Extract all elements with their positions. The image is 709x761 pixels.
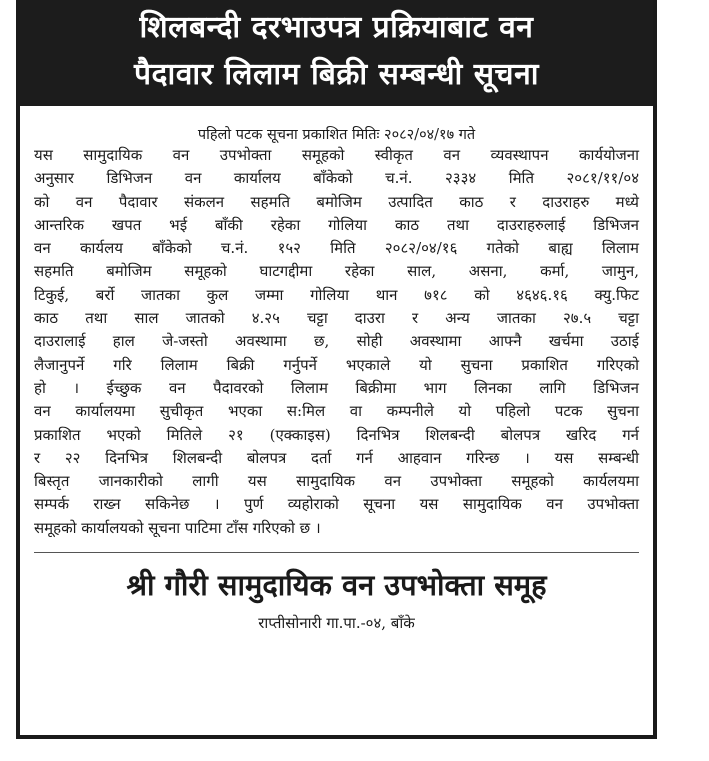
organization-name: श्री गौरी सामुदायिक वन उपभोक्ता समूह bbox=[126, 568, 547, 603]
footer-divider bbox=[34, 552, 639, 553]
body-line: वन कार्यलय बाँकेको च.नं. १५२ मिति २०८२/०४/१६ गतेको बाह्य लिलाम bbox=[34, 239, 639, 258]
body-line: अनुसार डिभिजन वन कार्यालय बाँकेको च.नं. २३३४ मिति २०८१/११/०४ bbox=[34, 169, 639, 188]
publication-date-line: पहिलो पटक सूचना प्रकाशित मितिः २०८२/०४/१७ गते bbox=[197, 127, 476, 143]
notice-title-line-2: पैदावार लिलाम बिक्री सम्बन्धी सूचना bbox=[133, 57, 540, 92]
body-line: सम्पर्क राख्न सकिनेछ । पुर्ण व्यहोराको सूचना यस सामुदायिक वन उपभोक्ता bbox=[34, 495, 639, 514]
body-line: बिस्तृत जानकारीको लागी यस सामुदायिक वन उपभोक्ता समूहको कार्यलयमा bbox=[34, 472, 639, 491]
organization-address: राप्तीसोनारी गा.पा.-०४, बाँके bbox=[258, 614, 415, 633]
body-line: यस सामुदायिक वन उपभोक्ता समूहको स्वीकृत वन व्यवस्थापन कार्ययोजना bbox=[34, 146, 639, 164]
body-line: आन्तरिक खपत भई बाँकी रहेका गोलिया काठ तथा दाउराहरुलाई डिभिजन bbox=[34, 215, 639, 234]
body-line: सहमति बमोजिम समूहको घाटगद्दीमा रहेका साल, असना, कर्मा, जामुन, bbox=[34, 262, 639, 281]
notice-box bbox=[16, 0, 657, 739]
body-line: हो । ईच्छुक वन पैदावरको लिलाम बिक्रीमा भाग लिनका लागि डिभिजन bbox=[34, 378, 639, 397]
body-line: प्रकाशित भएको मितिले २१ (एक्काइस) दिनभित्र शिलबन्दी बोलपत्र खरिद गर्न bbox=[34, 425, 639, 444]
body-line: को वन पैदावार संकलन सहमति बमोजिम उत्पादित काठ र दाउराहरु मध्ये bbox=[34, 192, 639, 211]
body-line: काठ तथा साल जातको ४.२५ चट्टा दाउरा र अन्य जातका २७.५ चट्टा bbox=[34, 309, 639, 328]
body-line: दाउरालाई हाल जे-जस्तो अवस्थामा छ, सोही अवस्थामा आफ्नै खर्चमा उठाई bbox=[34, 332, 639, 351]
notice-header bbox=[20, 0, 653, 106]
notice-body bbox=[20, 144, 653, 540]
body-line: टिकुई, बर्रो जातका कुल जम्मा गोलिया थान ७१८ को ४६४६.१६ क्यु.फिट bbox=[34, 285, 639, 304]
body-line: लैजानुपर्ने गरि लिलाम बिक्री गर्नुपर्ने भएकाले यो सुचना प्रकाशित गरिएको bbox=[34, 355, 639, 374]
notice-title-line-1: शिलबन्दी दरभाउपत्र प्रक्रियाबाट वन bbox=[139, 10, 534, 45]
body-line: समूहको कार्यालयको सूचना पाटिमा टाँस गरिएको छ । bbox=[34, 518, 321, 537]
body-line: वन कार्यालयमा सुचीकृत भएका स:मिल वा कम्पनीले यो पहिलो पटक सुचना bbox=[34, 402, 639, 421]
body-line: र २२ दिनभित्र शिलबन्दी बोलपत्र दर्ता गर्न आहवान गरिन्छ । यस सम्बन्धी bbox=[34, 448, 639, 467]
